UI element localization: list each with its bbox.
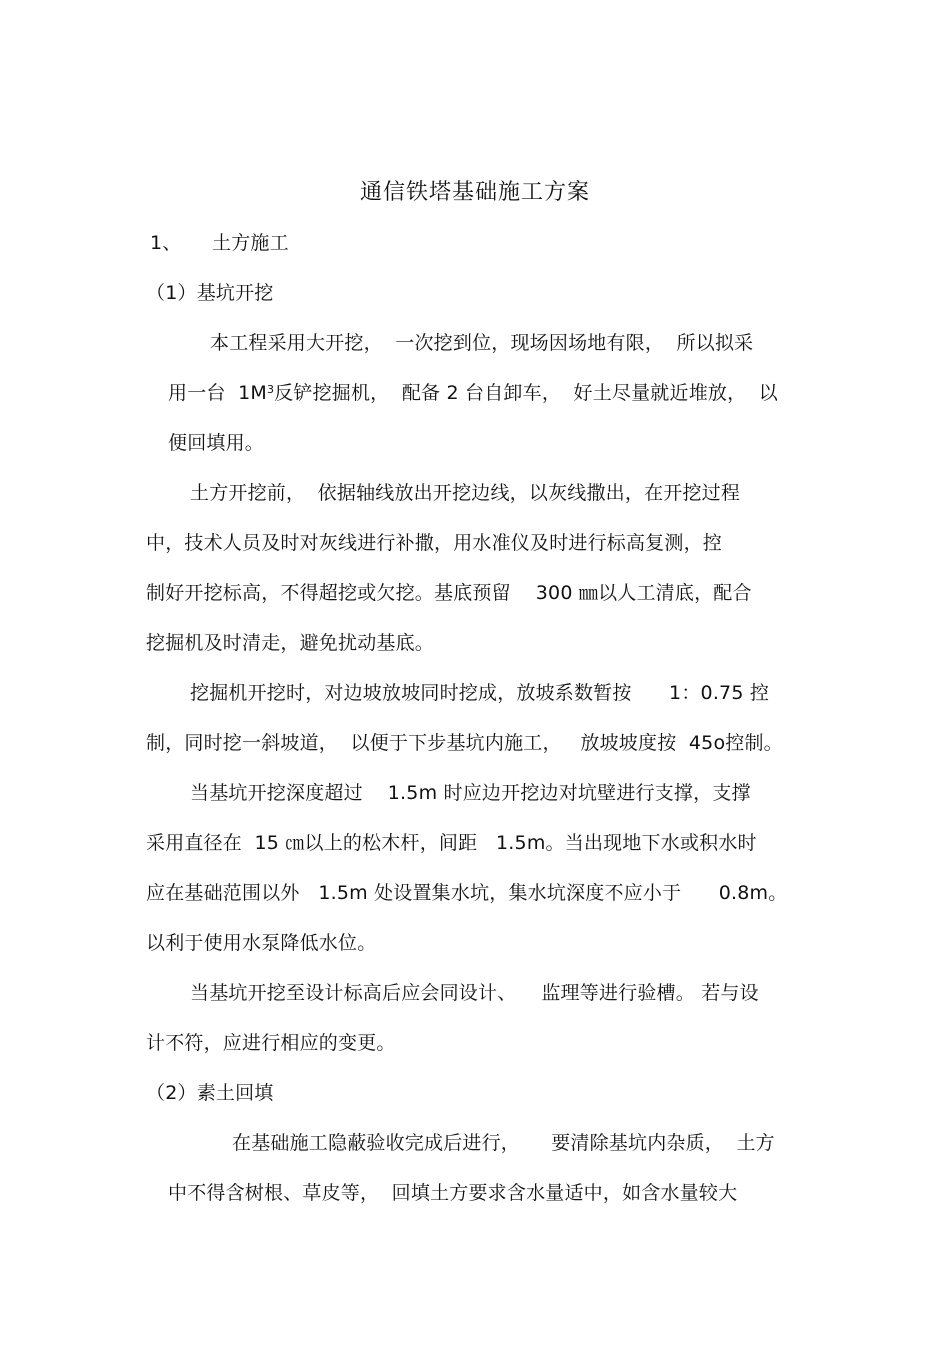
paragraph-line: 应在基础范围以外 1.5m 处设置集水坑，集水坑深度不应小于 0.8m。 [146, 882, 788, 904]
paragraph-line: 中，技术人员及时对灰线进行补撒，用水准仪及时进行标高复测，控 [146, 532, 723, 554]
subsection-heading-backfill: （2）素土回填 [146, 1082, 274, 1104]
text-span: 反铲挖掘机， 配备 2 台自卸车， 好土尽量就近堆放， 以 [274, 382, 778, 404]
paragraph-line: 当基坑开挖至设计标高后应会同设计、 监理等进行验槽。 若与设 [190, 982, 759, 1004]
paragraph-line: 挖掘机及时清走，避免扰动基底。 [146, 632, 435, 654]
paragraph-line: 制好开挖标高，不得超挖或欠挖。基底预留 300 ㎜以人工清底，配合 [146, 582, 752, 604]
paragraph-line: 本工程采用大开挖， 一次挖到位，现场因场地有限， 所以拟采 [210, 332, 754, 354]
document-title: 通信铁塔基础施工方案 [359, 180, 590, 205]
paragraph-line: 当基坑开挖深度超过 1.5m 时应边开挖边对坑壁进行支撑，支撑 [190, 782, 751, 804]
paragraph-line: 挖掘机开挖时，对边坡放坡同时挖成，放坡系数暂按 1：0.75 控 [190, 682, 770, 704]
subsection-heading-excavation: （1）基坑开挖 [146, 282, 274, 304]
paragraph-line: 便回填用。 [168, 432, 265, 454]
paragraph-line: 以利于使用水泵降低水位。 [146, 932, 377, 954]
paragraph-line: 在基础施工隐蔽验收完成后进行， 要清除基坑内杂质， 土方 [232, 1132, 775, 1154]
section-heading: 土方施工 [212, 232, 289, 254]
paragraph-line [168, 380, 778, 406]
paragraph-line: 土方开挖前， 依据轴线放出开挖边线，以灰线撒出，在开挖过程 [190, 482, 741, 504]
paragraph-line: 计不符，应进行相应的变更。 [146, 1032, 396, 1054]
paragraph-line: 制，同时挖一斜坡道， 以便于下步基坑内施工， 放坡坡度按 45o控制。 [146, 732, 783, 754]
text-span: 用一台 1M [168, 382, 267, 404]
paragraph-line: 采用直径在 15 ㎝以上的松木杆，间距 1.5m。当出现地下水或积水时 [146, 832, 757, 854]
superscript: 3 [266, 383, 275, 396]
paragraph-line: 中不得含树根、草皮等， 回填土方要求含水量适中，如含水量较大 [168, 1182, 738, 1204]
section-number: 1、 [150, 232, 182, 254]
